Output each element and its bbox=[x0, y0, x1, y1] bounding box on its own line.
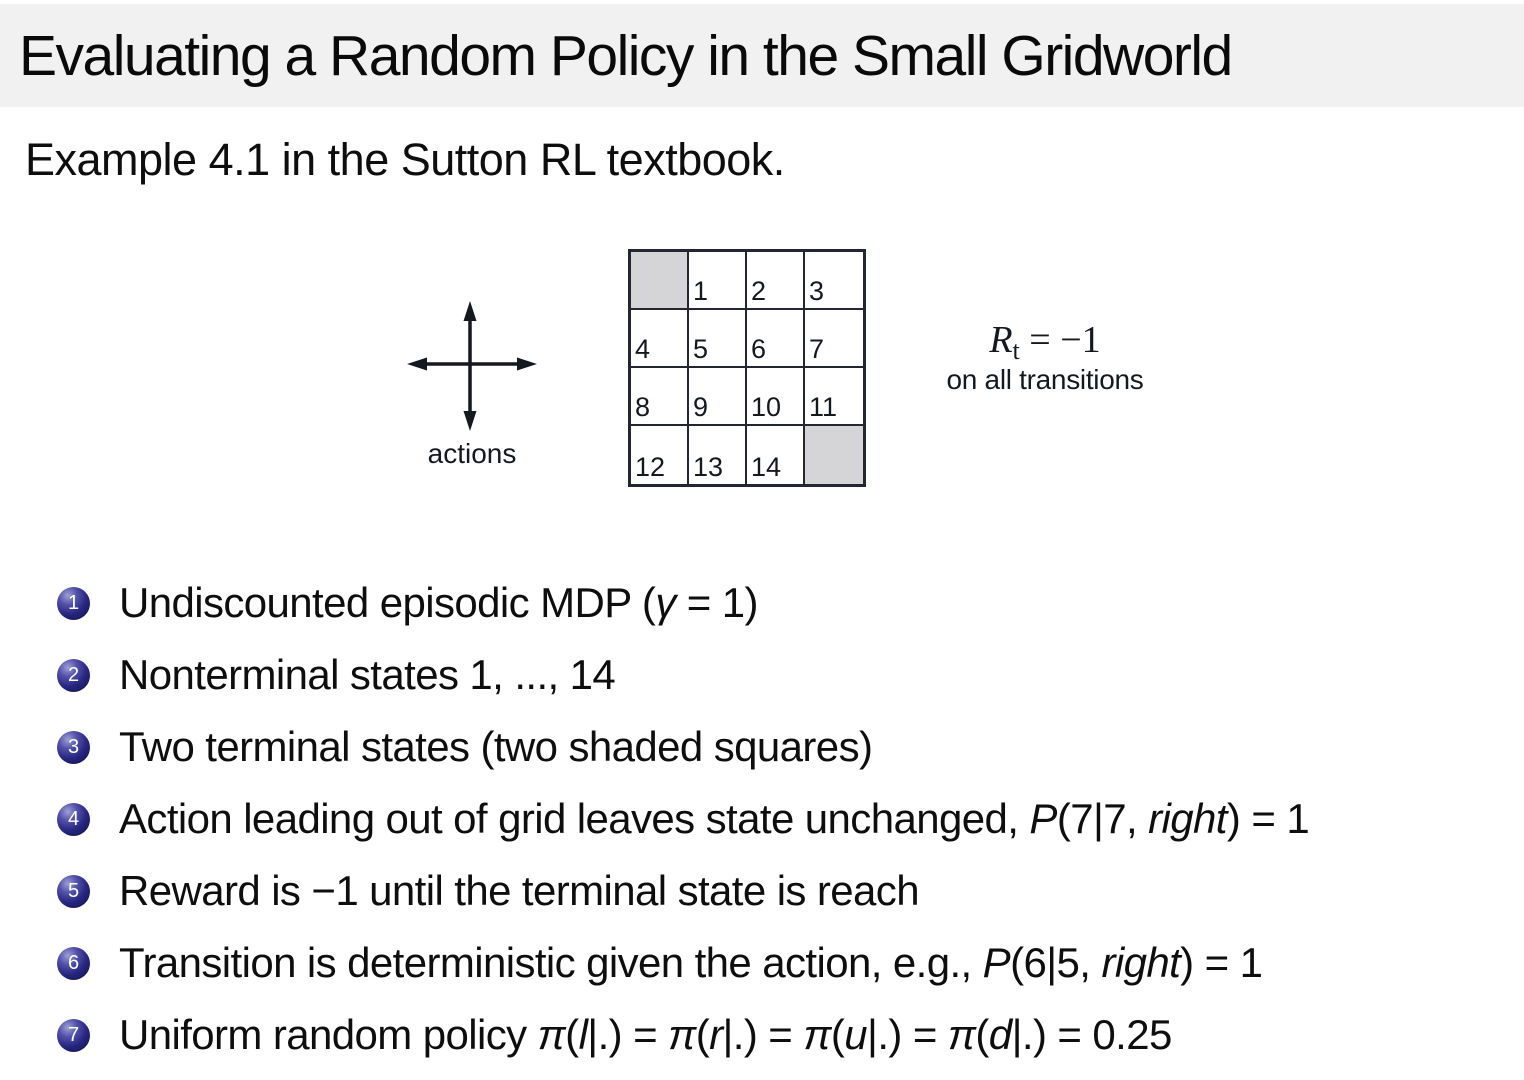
list-item bbox=[57, 653, 1309, 697]
grid-cell: 12 bbox=[631, 426, 689, 484]
terminal-cell bbox=[631, 252, 689, 310]
item-number-badge: 7 bbox=[57, 1019, 90, 1052]
item-number-badge: 6 bbox=[57, 947, 90, 980]
reward-formula bbox=[895, 318, 1195, 365]
grid-cell: 5 bbox=[689, 310, 747, 368]
grid-cell: 7 bbox=[805, 310, 863, 368]
list-item-text: Action leading out of grid leaves state unchanged, P(7|7, right) = 1 bbox=[119, 795, 1310, 842]
list-item-text: Two terminal states (two shaded squares) bbox=[119, 723, 873, 770]
list-item bbox=[57, 581, 1309, 625]
grid-cell: 4 bbox=[631, 310, 689, 368]
reward-subscript: t bbox=[1012, 336, 1020, 365]
item-number-badge: 4 bbox=[57, 803, 90, 836]
grid-cell: 3 bbox=[805, 252, 863, 310]
list-item bbox=[57, 1013, 1309, 1057]
list-item bbox=[57, 797, 1309, 841]
grid-cell: 14 bbox=[747, 426, 805, 484]
grid-cell: 11 bbox=[805, 368, 863, 426]
item-number-badge: 2 bbox=[57, 659, 90, 692]
item-number-badge: 5 bbox=[57, 875, 90, 908]
reward-variable: R bbox=[989, 319, 1013, 361]
gridworld-grid bbox=[628, 249, 866, 487]
actions-cross-icon bbox=[404, 300, 540, 432]
bullet-list bbox=[57, 581, 1309, 1080]
grid-cell: 9 bbox=[689, 368, 747, 426]
list-item-text: Undiscounted episodic MDP (γ = 1) bbox=[119, 579, 758, 626]
reward-equation: = −1 bbox=[1019, 319, 1101, 361]
item-number-badge: 3 bbox=[57, 731, 90, 764]
grid-cell: 6 bbox=[747, 310, 805, 368]
title-bar bbox=[0, 4, 1524, 107]
item-number-badge: 1 bbox=[57, 587, 90, 620]
grid-cell: 10 bbox=[747, 368, 805, 426]
list-item-text: Uniform random policy π(l|.) = π(r|.) = π(u|.) = π(d|.) = 0.25 bbox=[119, 1011, 1172, 1058]
page-title: Evaluating a Random Policy in the Small Gridworld bbox=[19, 23, 1232, 88]
reward-annotation bbox=[895, 318, 1195, 396]
grid-cell: 1 bbox=[689, 252, 747, 310]
list-item-text: Reward is −1 until the terminal state is reach bbox=[119, 867, 919, 914]
reward-caption: on all transitions bbox=[946, 364, 1144, 395]
actions-label: actions bbox=[427, 438, 517, 469]
grid-cell: 13 bbox=[689, 426, 747, 484]
terminal-cell bbox=[805, 426, 863, 484]
list-item bbox=[57, 941, 1309, 985]
subtitle: Example 4.1 in the Sutton RL textbook. bbox=[25, 134, 785, 185]
list-item-text: Nonterminal states 1, ..., 14 bbox=[119, 651, 616, 698]
grid-cell: 2 bbox=[747, 252, 805, 310]
list-item bbox=[57, 869, 1309, 913]
list-item bbox=[57, 725, 1309, 769]
grid-cell: 8 bbox=[631, 368, 689, 426]
list-item-text: Transition is deterministic given the action, e.g., P(6|5, right) = 1 bbox=[119, 939, 1263, 986]
